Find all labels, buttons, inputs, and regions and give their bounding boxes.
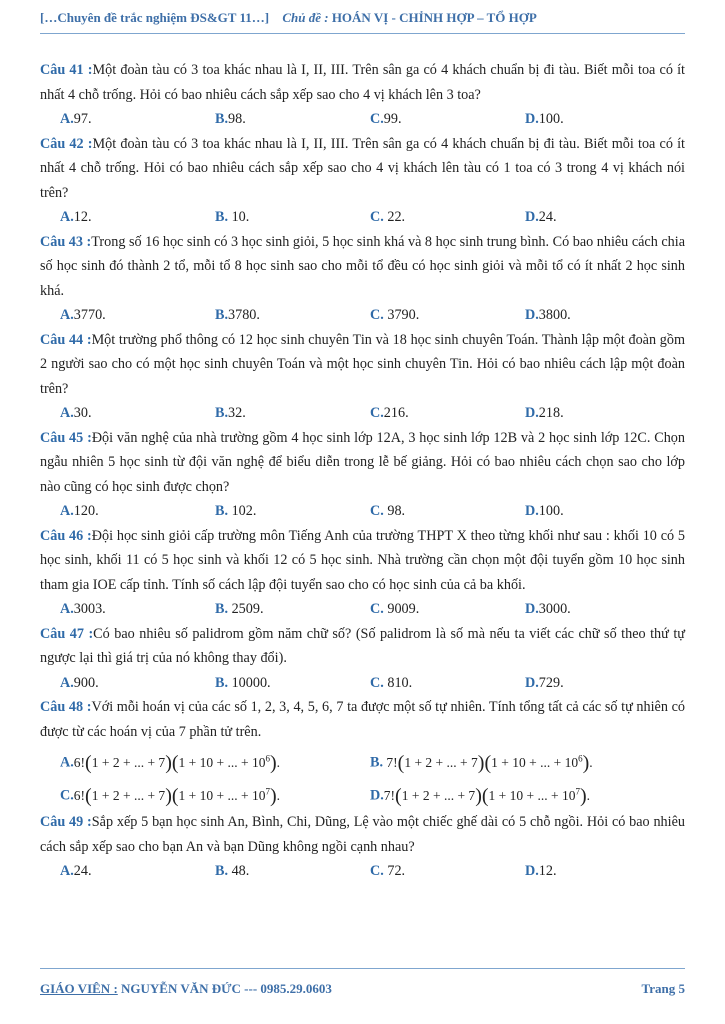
option-value: 3790. xyxy=(383,307,420,323)
option-c[interactable] xyxy=(370,859,525,884)
header-topic: HOÁN VỊ - CHỈNH HỢP – TỔ HỢP xyxy=(331,10,537,25)
option-value: 100. xyxy=(538,111,564,127)
option-a[interactable] xyxy=(60,859,215,884)
formula-exponent: 6 xyxy=(578,753,583,763)
teacher-label: GIÁO VIÊN : xyxy=(40,981,118,996)
question-47 xyxy=(40,622,685,696)
formula-series: 1 + 10 + ... + 10 xyxy=(178,754,266,770)
question-45 xyxy=(40,426,685,524)
option-a[interactable] xyxy=(60,499,215,524)
option-letter: A. xyxy=(60,863,74,879)
answer-options xyxy=(40,401,685,426)
option-value: 10. xyxy=(228,209,250,225)
option-value: 102. xyxy=(228,503,257,519)
option-letter: C. xyxy=(370,405,384,421)
formula-series: 1 + 10 + ... + 10 xyxy=(488,787,576,803)
question-label: Câu 46 : xyxy=(40,527,92,544)
header-topic-label: Chủ đề : xyxy=(282,10,329,25)
option-value: 3780. xyxy=(228,307,260,323)
question-label: Câu 48 : xyxy=(40,699,92,715)
formula-series: 1 + 10 + ... + 10 xyxy=(178,787,266,803)
teacher-info: NGUYỄN VĂN ĐỨC --- 0985.29.0603 xyxy=(117,981,332,996)
option-value: 3770. xyxy=(73,307,106,323)
question-body: Một trường phổ thông có 12 học sinh chuyên Tin và 18 học sinh chuyên Toán. Thành lập một đoàn gồm 2 người sao cho có một học sinh chuyên Toán và một học sinh chuyên Tin. Hỏi có bao nhiêu cách lập một đoàn trên? xyxy=(40,331,685,397)
question-label: Câu 47 : xyxy=(40,625,94,642)
option-c[interactable] xyxy=(370,303,525,328)
footer-teacher xyxy=(40,981,332,997)
option-d[interactable] xyxy=(525,597,680,622)
formula-sum: 1 + 2 + ... + 7 xyxy=(401,787,476,803)
option-d[interactable] xyxy=(370,779,680,808)
option-b[interactable] xyxy=(215,401,370,426)
formula-exponent: 7 xyxy=(575,786,580,796)
option-letter: C. xyxy=(370,307,384,323)
option-letter: A. xyxy=(60,405,74,421)
option-formula: 6!(1 + 2 + ... + 7)(1 + 10 + ... + $10^6$). xyxy=(73,751,281,774)
formula-sum: 1 + 2 + ... + 7 xyxy=(91,754,166,770)
question-46 xyxy=(40,524,685,622)
option-value: 22. xyxy=(383,209,406,225)
header-series: […Chuyên đề trắc nghiệm ĐS&GT 11…] xyxy=(40,10,270,25)
option-value: 100. xyxy=(538,503,564,519)
question-text xyxy=(40,328,685,402)
option-letter: C. xyxy=(370,209,384,225)
question-44 xyxy=(40,328,685,426)
option-letter: A. xyxy=(60,307,74,323)
option-a[interactable] xyxy=(60,597,215,622)
option-letter: D. xyxy=(525,307,539,323)
option-letter: D. xyxy=(525,209,539,225)
option-formula: 7!(1 + 2 + ... + 7)(1 + 10 + ... + $10^7$). xyxy=(383,784,591,807)
option-b[interactable] xyxy=(215,205,370,230)
question-label: Câu 41 : xyxy=(40,62,93,78)
question-41 xyxy=(40,58,685,132)
answer-options xyxy=(40,107,685,132)
option-a[interactable] xyxy=(60,401,215,426)
option-formula: 7!(1 + 2 + ... + 7)(1 + 10 + ... + $10^6$). xyxy=(383,751,593,774)
option-letter: B. xyxy=(215,405,229,421)
option-d[interactable] xyxy=(525,671,680,696)
option-letter: A. xyxy=(60,674,74,691)
option-value: 48. xyxy=(228,863,250,879)
question-text xyxy=(40,524,685,598)
option-letter: A. xyxy=(60,754,74,771)
option-letter: B. xyxy=(215,863,229,879)
option-letter: D. xyxy=(370,787,384,804)
question-body: Một đoàn tàu có 3 toa khác nhau là I, II, III. Trên sân ga có 4 khách chuẩn bị đi tàu. Biết mỗi toa có ít nhất 4 chỗ trống. Hỏi có bao nhiêu cách sắp xếp sao cho 4 vị khách lên 3 toa? xyxy=(40,62,685,103)
option-value: 216. xyxy=(383,405,409,421)
formula-sum: 1 + 2 + ... + 7 xyxy=(91,787,166,803)
question-text xyxy=(40,58,685,107)
option-d[interactable] xyxy=(525,107,680,132)
answer-options xyxy=(40,777,685,810)
option-letter: B. xyxy=(215,601,229,617)
option-d[interactable] xyxy=(525,303,680,328)
option-value: 900. xyxy=(73,674,99,691)
option-value: 120. xyxy=(73,503,99,519)
option-a[interactable] xyxy=(60,107,215,132)
option-value: 12. xyxy=(538,863,557,879)
question-label: Câu 43 : xyxy=(40,233,92,250)
page-number: Trang 5 xyxy=(641,981,685,996)
option-d[interactable] xyxy=(525,499,680,524)
option-value: 97. xyxy=(73,111,92,127)
option-letter: B. xyxy=(370,754,384,771)
option-letter: A. xyxy=(60,111,74,127)
option-letter: D. xyxy=(525,111,539,127)
option-value: 98. xyxy=(383,503,406,519)
question-body: Đội văn nghệ của nhà trường gồm 4 học sinh lớp 12A, 3 học sinh lớp 12B và 2 học sinh lớp 12C. Chọn ngẫu nhiên 5 học sinh từ đội văn nghệ để biểu diễn trong lễ bế giảng. Hỏi có bao nhiêu cách chọn sao cho lớp nào cũng có học sinh được chọn? xyxy=(40,429,685,495)
question-43 xyxy=(40,230,685,328)
question-label: Câu 45 : xyxy=(40,429,92,446)
option-letter: D. xyxy=(525,503,539,519)
question-42 xyxy=(40,132,685,230)
option-a[interactable] xyxy=(60,205,215,230)
formula-factorial: 6! xyxy=(73,787,86,803)
option-letter: B. xyxy=(215,503,229,519)
option-value: 24. xyxy=(73,863,92,879)
option-letter: D. xyxy=(525,674,539,691)
page-footer xyxy=(40,968,685,997)
option-letter: C. xyxy=(370,674,384,691)
option-letter: C. xyxy=(370,111,384,127)
option-letter: D. xyxy=(525,601,539,617)
option-c[interactable] xyxy=(370,499,525,524)
option-value: 3800. xyxy=(538,307,571,323)
answer-options xyxy=(40,744,685,777)
formula-factorial: 7! xyxy=(383,787,396,803)
option-letter: C. xyxy=(370,863,384,879)
question-text xyxy=(40,622,685,671)
option-b[interactable] xyxy=(215,499,370,524)
option-c[interactable] xyxy=(370,597,525,622)
option-a[interactable] xyxy=(60,671,215,696)
question-text xyxy=(40,132,685,206)
option-value: 2509. xyxy=(228,601,264,617)
option-value: 3000. xyxy=(538,601,571,617)
option-letter: C. xyxy=(370,503,384,519)
option-value: 810. xyxy=(383,674,413,691)
formula-sum: 1 + 2 + ... + 7 xyxy=(404,754,478,770)
option-d[interactable] xyxy=(525,205,680,230)
question-list xyxy=(40,58,685,884)
question-body: Đội học sinh giỏi cấp trường môn Tiếng Anh của trường THPT X theo từng khối như sau : khối 10 có 5 học sinh, khối 11 có 5 học sinh và khối 12 có 5 học sinh. Nhà trường cần chọn một đội tuyển gồm 10 học sinh tham gia IOE cấp tỉnh. Tính số cách lập đội tuyển sao cho có học sinh của cả ba khối. xyxy=(40,527,685,593)
answer-options xyxy=(40,303,685,328)
question-body: Có bao nhiêu số palidrom gồm năm chữ số? (Số palidrom là số mà nếu ta viết các chữ số theo thứ tự ngược lại thì giá trị của nó không thay đổi). xyxy=(40,625,685,666)
option-letter: B. xyxy=(215,209,229,225)
option-value: 32. xyxy=(228,405,246,421)
formula-series: 1 + 10 + ... + 10 xyxy=(491,754,579,770)
option-letter: C. xyxy=(60,787,74,804)
option-value: 30. xyxy=(73,405,92,421)
option-d[interactable] xyxy=(525,859,680,884)
option-b[interactable] xyxy=(215,671,370,696)
option-a[interactable] xyxy=(60,746,370,775)
question-label: Câu 44 : xyxy=(40,331,92,348)
question-48 xyxy=(40,695,685,810)
option-c[interactable] xyxy=(60,779,370,808)
option-letter: B. xyxy=(215,674,229,691)
option-c[interactable] xyxy=(370,401,525,426)
option-b[interactable] xyxy=(370,746,680,775)
option-value: 72. xyxy=(383,863,406,879)
formula-factorial: 6! xyxy=(73,754,86,770)
option-b[interactable] xyxy=(215,859,370,884)
option-value: 98. xyxy=(228,111,246,127)
question-49 xyxy=(40,810,685,884)
option-value: 24. xyxy=(538,209,557,225)
question-text xyxy=(40,230,685,304)
option-letter: B. xyxy=(215,111,229,127)
question-text xyxy=(40,426,685,500)
answer-options xyxy=(40,205,685,230)
option-letter: D. xyxy=(525,863,539,879)
option-formula: 6!(1 + 2 + ... + 7)(1 + 10 + ... + $10^7$). xyxy=(73,784,281,807)
option-letter: B. xyxy=(215,307,229,323)
option-letter: D. xyxy=(525,405,539,421)
option-value: 9009. xyxy=(383,601,420,617)
option-b[interactable] xyxy=(215,303,370,328)
option-value: 3003. xyxy=(73,601,106,617)
option-value: 10000. xyxy=(228,674,271,691)
option-c[interactable] xyxy=(370,205,525,230)
option-value: 729. xyxy=(538,674,564,691)
question-text xyxy=(40,695,685,744)
option-a[interactable] xyxy=(60,303,215,328)
option-b[interactable] xyxy=(215,597,370,622)
question-label: Câu 49 : xyxy=(40,814,92,830)
option-letter: A. xyxy=(60,601,74,617)
question-body: Sắp xếp 5 bạn học sinh An, Bình, Chi, Dũng, Lệ vào một chiếc ghế dài có 5 chỗ ngồi. Hỏi có bao nhiêu cách sắp xếp sao cho bạn An và bạn Dũng không ngồi cạnh nhau? xyxy=(40,814,685,855)
question-body: Với mỗi hoán vị của các số 1, 2, 3, 4, 5, 6, 7 ta được một số tự nhiên. Tính tổng tất cả các số tự nhiên có được từ các hoán vị của 7 phần tử trên. xyxy=(40,699,685,740)
answer-options xyxy=(40,671,685,696)
page-header xyxy=(40,10,685,34)
option-letter: A. xyxy=(60,209,74,225)
question-text xyxy=(40,810,685,859)
answer-options xyxy=(40,597,685,622)
option-c[interactable] xyxy=(370,107,525,132)
answer-options xyxy=(40,499,685,524)
option-letter: C. xyxy=(370,601,384,617)
answer-options xyxy=(40,859,685,884)
question-label: Câu 42 : xyxy=(40,135,93,152)
question-body: Một đoàn tàu có 3 toa khác nhau là I, II, III. Trên sân ga có 4 khách chuẩn bị đi tàu. Biết mỗi toa có ít nhất 4 chỗ trống. Hỏi có bao nhiêu cách sắp xếp sao cho 4 vị khách lên tàu có 1 toa có 3 trong 4 vị khách nói trên? xyxy=(40,135,685,201)
option-b[interactable] xyxy=(215,107,370,132)
option-value: 218. xyxy=(538,405,564,421)
question-body: Trong số 16 học sinh có 3 học sinh giỏi, 5 học sinh khá và 8 học sinh trung bình. Có bao nhiêu cách chia số học sinh đó thành 2 tổ, mỗi tổ 8 học sinh sao cho mỗi tổ đều có học sinh giỏi và mỗi tổ có ít nhất 2 học sinh khá. xyxy=(40,233,685,299)
option-value: 12. xyxy=(73,209,92,225)
option-c[interactable] xyxy=(370,671,525,696)
formula-factorial: 7! xyxy=(383,754,398,770)
formula-exponent: 7 xyxy=(265,786,270,796)
option-value: 99. xyxy=(383,111,402,127)
option-d[interactable] xyxy=(525,401,680,426)
option-letter: A. xyxy=(60,503,74,519)
formula-exponent: 6 xyxy=(265,753,270,763)
